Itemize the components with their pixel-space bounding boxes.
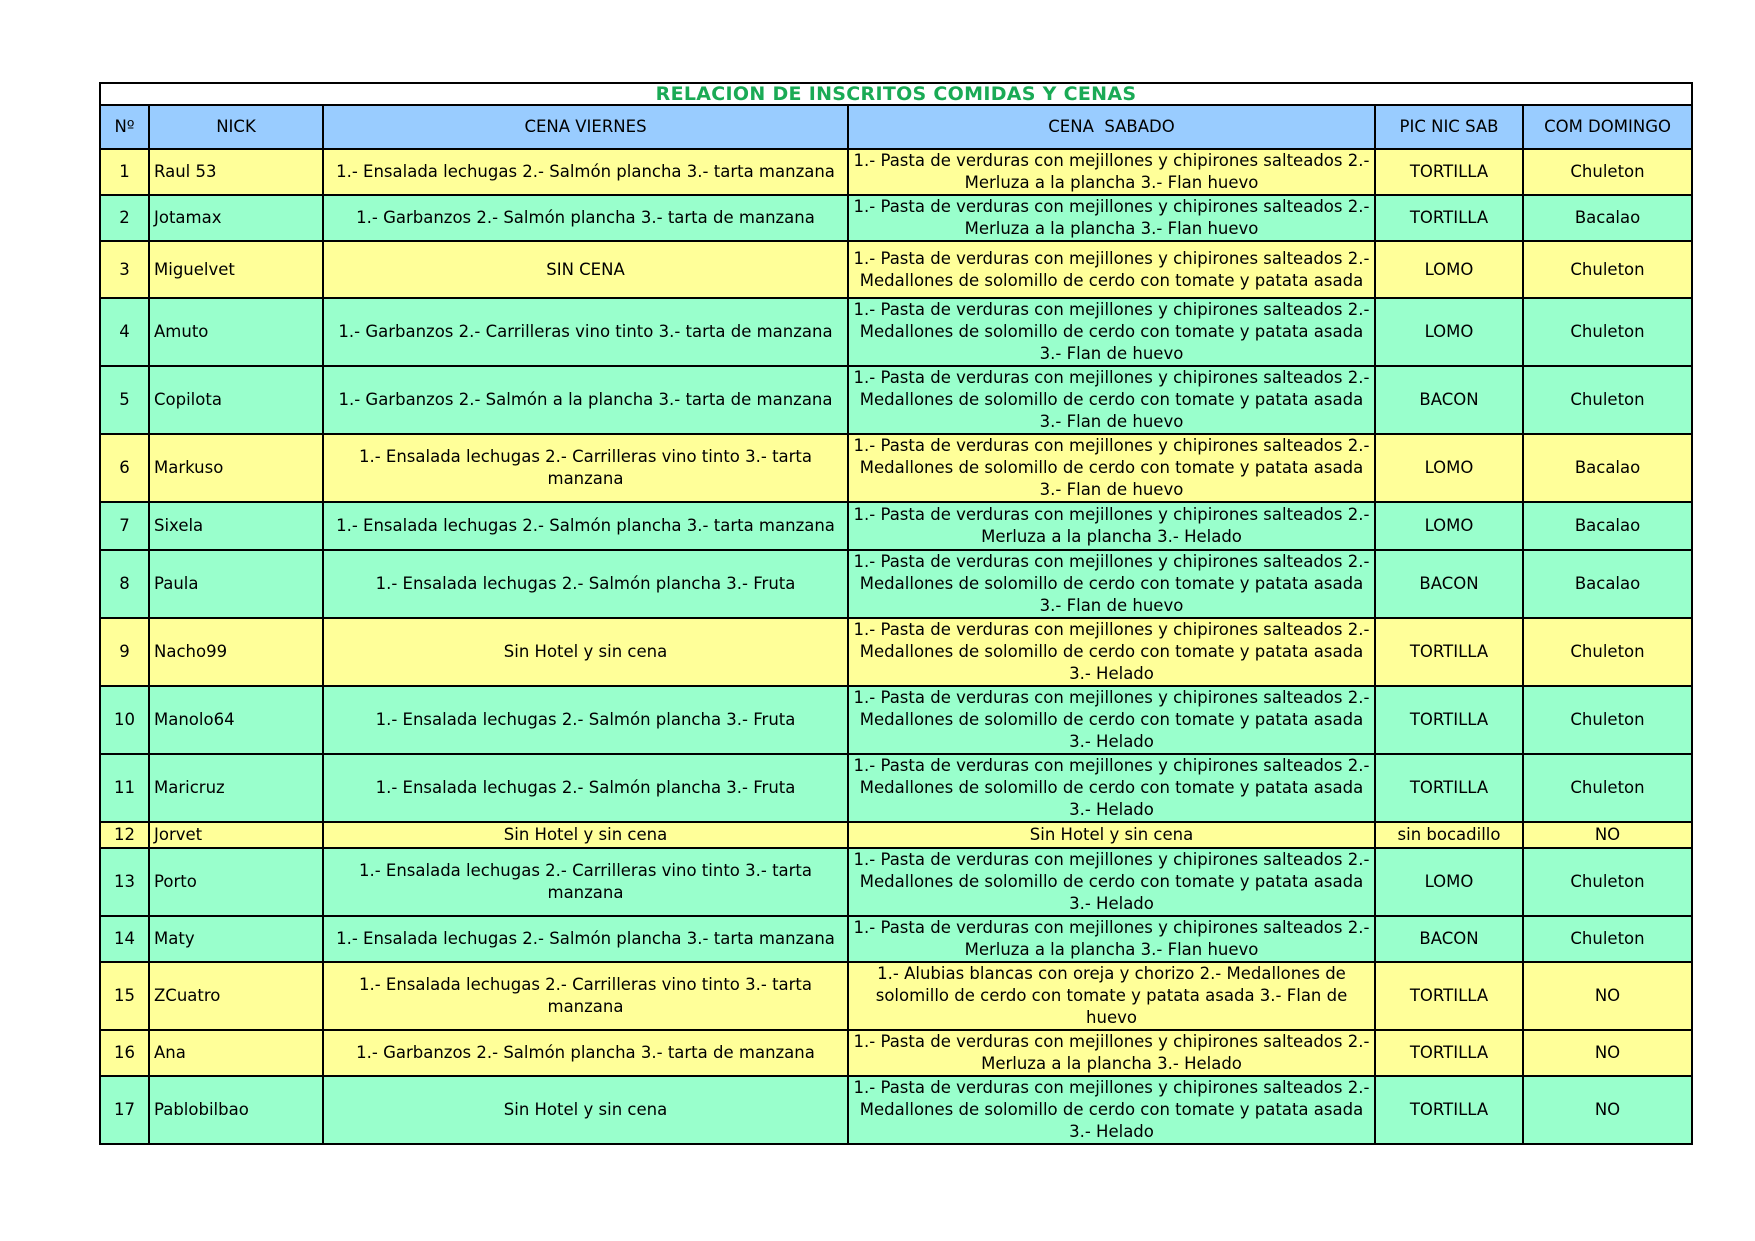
cell-com-domingo[interactable]: NO xyxy=(1523,1030,1692,1076)
cell-nick[interactable]: Paula xyxy=(149,550,323,618)
cell-cena-sabado[interactable]: 1.- Pasta de verduras con mejillones y chipirones salteados 2.- Merluza a la plancha 3.- Flan huevo xyxy=(848,195,1375,241)
cell-cena-viernes[interactable]: 1.- Ensalada lechugas 2.- Salmón plancha 3.- tarta manzana xyxy=(323,149,848,195)
cell-cena-sabado[interactable]: 1.- Alubias blancas con oreja y chorizo 2.- Medallones de solomillo de cerdo con tomate y patata asada 3.- Flan de huevo xyxy=(848,962,1375,1030)
cell-cena-sabado[interactable]: 1.- Pasta de verduras con mejillones y chipirones salteados 2.- Medallones de solomillo de cerdo con tomate y patata asada 3.- Flan de huevo xyxy=(848,366,1375,434)
cell-cena-sabado[interactable]: 1.- Pasta de verduras con mejillones y chipirones salteados 2.- Medallones de solomillo de cerdo con tomate y patata asada 3.- Helado xyxy=(848,754,1375,822)
cell-nick[interactable]: Markuso xyxy=(149,434,323,502)
cell-nick[interactable]: Maty xyxy=(149,916,323,962)
cell-num[interactable]: 9 xyxy=(100,618,149,686)
cell-cena-sabado[interactable]: 1.- Pasta de verduras con mejillones y chipirones salteados 2.- Medallones de solomillo de cerdo con tomate y patata asada 3.- Flan de huevo xyxy=(848,550,1375,618)
cell-cena-viernes[interactable]: Sin Hotel y sin cena xyxy=(323,1076,848,1144)
cell-nick[interactable]: ZCuatro xyxy=(149,962,323,1030)
cell-picnic-sab[interactable]: TORTILLA xyxy=(1375,195,1523,241)
cell-com-domingo[interactable]: NO xyxy=(1523,1076,1692,1144)
cell-com-domingo[interactable]: Chuleton xyxy=(1523,298,1692,366)
cell-com-domingo[interactable]: Bacalao xyxy=(1523,502,1692,550)
header-row xyxy=(100,105,1692,149)
cell-com-domingo[interactable]: Chuleton xyxy=(1523,618,1692,686)
cell-cena-viernes[interactable]: 1.- Ensalada lechugas 2.- Carrilleras vino tinto 3.- tarta manzana xyxy=(323,434,848,502)
cell-cena-sabado[interactable]: 1.- Pasta de verduras con mejillones y chipirones salteados 2.- Medallones de solomillo de cerdo con tomate y patata asada xyxy=(848,241,1375,298)
cell-picnic-sab[interactable]: LOMO xyxy=(1375,502,1523,550)
header-picnic-sab[interactable]: PIC NIC SAB xyxy=(1375,105,1523,149)
cell-com-domingo[interactable]: Chuleton xyxy=(1523,149,1692,195)
table-row xyxy=(100,149,1692,195)
cell-num[interactable]: 6 xyxy=(100,434,149,502)
cell-cena-viernes[interactable]: 1.- Ensalada lechugas 2.- Salmón plancha 3.- Fruta xyxy=(323,754,848,822)
cell-num[interactable]: 8 xyxy=(100,550,149,618)
cell-cena-viernes[interactable]: 1.- Garbanzos 2.- Salmón plancha 3.- tarta de manzana xyxy=(323,195,848,241)
cell-cena-sabado[interactable]: 1.- Pasta de verduras con mejillones y chipirones salteados 2.- Medallones de solomillo de cerdo con tomate y patata asada 3.- Helado xyxy=(848,686,1375,754)
cell-cena-sabado[interactable]: 1.- Pasta de verduras con mejillones y chipirones salteados 2.- Medallones de solomillo de cerdo con tomate y patata asada 3.- Helado xyxy=(848,848,1375,916)
table-row xyxy=(100,848,1692,916)
table-row xyxy=(100,962,1692,1030)
cell-picnic-sab[interactable]: LOMO xyxy=(1375,241,1523,298)
cell-picnic-sab[interactable]: LOMO xyxy=(1375,848,1523,916)
cell-cena-sabado[interactable]: 1.- Pasta de verduras con mejillones y chipirones salteados 2.- Medallones de solomillo de cerdo con tomate y patata asada 3.- Flan de huevo xyxy=(848,298,1375,366)
cell-num[interactable]: 13 xyxy=(100,848,149,916)
cell-num[interactable]: 10 xyxy=(100,686,149,754)
cell-nick[interactable]: Pablobilbao xyxy=(149,1076,323,1144)
cell-nick[interactable]: Nacho99 xyxy=(149,618,323,686)
cell-com-domingo[interactable]: Chuleton xyxy=(1523,241,1692,298)
cell-num[interactable]: 11 xyxy=(100,754,149,822)
cell-picnic-sab[interactable]: TORTILLA xyxy=(1375,618,1523,686)
cell-num[interactable]: 17 xyxy=(100,1076,149,1144)
cell-cena-sabado[interactable]: 1.- Pasta de verduras con mejillones y chipirones salteados 2.- Medallones de solomillo de cerdo con tomate y patata asada 3.- Helado xyxy=(848,618,1375,686)
table-row xyxy=(100,822,1692,848)
cell-cena-viernes[interactable]: 1.- Garbanzos 2.- Carrilleras vino tinto 3.- tarta de manzana xyxy=(323,298,848,366)
cell-com-domingo[interactable]: Bacalao xyxy=(1523,195,1692,241)
cell-com-domingo[interactable]: Chuleton xyxy=(1523,754,1692,822)
cell-nick[interactable]: Porto xyxy=(149,848,323,916)
cell-picnic-sab[interactable]: LOMO xyxy=(1375,434,1523,502)
cell-picnic-sab[interactable]: TORTILLA xyxy=(1375,1030,1523,1076)
cell-nick[interactable]: Jorvet xyxy=(149,822,323,848)
cell-num[interactable]: 12 xyxy=(100,822,149,848)
cell-picnic-sab[interactable]: TORTILLA xyxy=(1375,962,1523,1030)
table-row xyxy=(100,298,1692,366)
cell-picnic-sab[interactable]: TORTILLA xyxy=(1375,1076,1523,1144)
header-nick[interactable]: NICK xyxy=(149,105,323,149)
table-row xyxy=(100,502,1692,550)
cell-cena-viernes[interactable]: 1.- Ensalada lechugas 2.- Salmón plancha 3.- tarta manzana xyxy=(323,916,848,962)
cell-cena-viernes[interactable]: Sin Hotel y sin cena xyxy=(323,822,848,848)
cell-com-domingo[interactable]: Chuleton xyxy=(1523,848,1692,916)
cell-cena-viernes[interactable]: 1.- Ensalada lechugas 2.- Salmón plancha 3.- Fruta xyxy=(323,686,848,754)
table-row xyxy=(100,434,1692,502)
cell-num[interactable]: 2 xyxy=(100,195,149,241)
cell-num[interactable]: 7 xyxy=(100,502,149,550)
cell-cena-sabado[interactable]: 1.- Pasta de verduras con mejillones y chipirones salteados 2.- Merluza a la plancha 3.- Helado xyxy=(848,502,1375,550)
table-row xyxy=(100,241,1692,298)
cell-com-domingo[interactable]: NO xyxy=(1523,822,1692,848)
table-row xyxy=(100,366,1692,434)
cell-num[interactable]: 3 xyxy=(100,241,149,298)
cell-picnic-sab[interactable]: TORTILLA xyxy=(1375,149,1523,195)
cell-cena-sabado[interactable]: Sin Hotel y sin cena xyxy=(848,822,1375,848)
cell-cena-sabado[interactable]: 1.- Pasta de verduras con mejillones y chipirones salteados 2.- Merluza a la plancha 3.- Flan huevo xyxy=(848,149,1375,195)
sheet-title[interactable]: RELACION DE INSCRITOS COMIDAS Y CENAS xyxy=(100,83,1692,105)
cell-com-domingo[interactable]: NO xyxy=(1523,962,1692,1030)
header-cena-sabado[interactable]: CENA SABADO xyxy=(848,105,1375,149)
table-row xyxy=(100,754,1692,822)
cell-nick[interactable]: Copilota xyxy=(149,366,323,434)
header-cena-viernes[interactable]: CENA VIERNES xyxy=(323,105,848,149)
cell-picnic-sab[interactable]: LOMO xyxy=(1375,298,1523,366)
header-com-domingo[interactable]: COM DOMINGO xyxy=(1523,105,1692,149)
cell-picnic-sab[interactable]: BACON xyxy=(1375,916,1523,962)
cell-com-domingo[interactable]: Chuleton xyxy=(1523,916,1692,962)
cell-cena-sabado[interactable]: 1.- Pasta de verduras con mejillones y chipirones salteados 2.- Medallones de solomillo de cerdo con tomate y patata asada 3.- Helado xyxy=(848,1076,1375,1144)
cell-nick[interactable]: Manolo64 xyxy=(149,686,323,754)
table-row xyxy=(100,195,1692,241)
table-row xyxy=(100,686,1692,754)
table-row xyxy=(100,916,1692,962)
cell-nick[interactable]: Ana xyxy=(149,1030,323,1076)
cell-cena-sabado[interactable]: 1.- Pasta de verduras con mejillones y chipirones salteados 2.- Merluza a la plancha 3.- Helado xyxy=(848,1030,1375,1076)
cell-num[interactable]: 5 xyxy=(100,366,149,434)
cell-cena-viernes[interactable]: 1.- Garbanzos 2.- Salmón plancha 3.- tarta de manzana xyxy=(323,1030,848,1076)
cell-cena-viernes[interactable]: Sin Hotel y sin cena xyxy=(323,618,848,686)
cell-cena-viernes[interactable]: 1.- Ensalada lechugas 2.- Carrilleras vino tinto 3.- tarta manzana xyxy=(323,962,848,1030)
table-row xyxy=(100,618,1692,686)
cell-num[interactable]: 4 xyxy=(100,298,149,366)
cell-nick[interactable]: Maricruz xyxy=(149,754,323,822)
cell-cena-viernes[interactable]: SIN CENA xyxy=(323,241,848,298)
cell-num[interactable]: 1 xyxy=(100,149,149,195)
cell-nick[interactable]: Jotamax xyxy=(149,195,323,241)
cell-picnic-sab[interactable]: TORTILLA xyxy=(1375,754,1523,822)
cell-num[interactable]: 15 xyxy=(100,962,149,1030)
cell-picnic-sab[interactable]: BACON xyxy=(1375,550,1523,618)
cell-com-domingo[interactable]: Chuleton xyxy=(1523,366,1692,434)
cell-nick[interactable]: Raul 53 xyxy=(149,149,323,195)
cell-picnic-sab[interactable]: sin bocadillo xyxy=(1375,822,1523,848)
cell-nick[interactable]: Miguelvet xyxy=(149,241,323,298)
table-row xyxy=(100,1076,1692,1144)
registration-table xyxy=(99,82,1693,1145)
cell-num[interactable]: 16 xyxy=(100,1030,149,1076)
cell-cena-sabado[interactable]: 1.- Pasta de verduras con mejillones y chipirones salteados 2.- Merluza a la plancha 3.- Flan huevo xyxy=(848,916,1375,962)
cell-cena-viernes[interactable]: 1.- Ensalada lechugas 2.- Salmón plancha 3.- Fruta xyxy=(323,550,848,618)
cell-nick[interactable]: Sixela xyxy=(149,502,323,550)
cell-picnic-sab[interactable]: TORTILLA xyxy=(1375,686,1523,754)
cell-nick[interactable]: Amuto xyxy=(149,298,323,366)
cell-com-domingo[interactable]: Chuleton xyxy=(1523,686,1692,754)
cell-cena-viernes[interactable]: 1.- Garbanzos 2.- Salmón a la plancha 3.- tarta de manzana xyxy=(323,366,848,434)
cell-num[interactable]: 14 xyxy=(100,916,149,962)
table-row xyxy=(100,550,1692,618)
cell-cena-viernes[interactable]: 1.- Ensalada lechugas 2.- Carrilleras vino tinto 3.- tarta manzana xyxy=(323,848,848,916)
cell-cena-viernes[interactable]: 1.- Ensalada lechugas 2.- Salmón plancha 3.- tarta manzana xyxy=(323,502,848,550)
header-num[interactable]: Nº xyxy=(100,105,149,149)
cell-com-domingo[interactable]: Bacalao xyxy=(1523,550,1692,618)
cell-picnic-sab[interactable]: BACON xyxy=(1375,366,1523,434)
table-row xyxy=(100,1030,1692,1076)
cell-cena-sabado[interactable]: 1.- Pasta de verduras con mejillones y chipirones salteados 2.- Medallones de solomillo de cerdo con tomate y patata asada 3.- Flan de huevo xyxy=(848,434,1375,502)
cell-com-domingo[interactable]: Bacalao xyxy=(1523,434,1692,502)
